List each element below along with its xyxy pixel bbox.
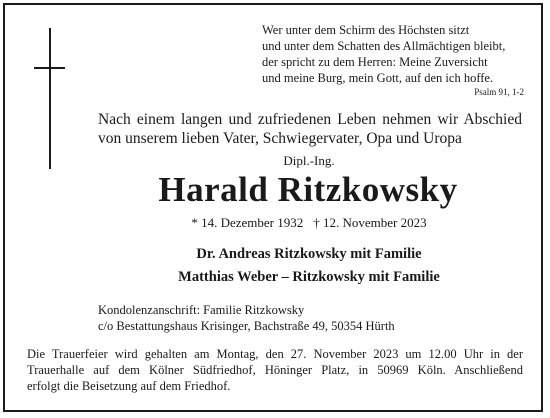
deceased-name: Harald Ritzkowsky [158,170,458,209]
psalm-line: und unter dem Schatten des Allmächtigen bleibt, [262,39,506,53]
psalm-reference: Psalm 91, 1-2 [474,87,524,97]
funeral-line: Trauerhalle auf dem Kölner Südfriedhof, Höninger Platz, in 50969 Köln. Anschließend [27,363,523,377]
psalm-line: der spricht zu dem Herren: Meine Zuversicht [262,55,488,69]
condolence-address [98,302,395,334]
psalm-line: Wer unter dem Schirm des Höchsten sitzt [262,23,470,37]
funeral-info [27,346,523,394]
funeral-line: erfolgt die Beisetzung auf dem Friedhof. [27,379,231,393]
mourner-line: Matthias Weber – Ritzkowsky mit Familie [178,269,440,285]
psalm-quote [262,22,524,98]
condolence-line: Kondolenzanschrift: Familie Ritzkowsky [98,303,305,317]
academic-title: Dipl.-Ing. [283,153,335,168]
funeral-line: Die Trauerfeier wird gehalten am Montag, den 27. November 2023 um 12.00 Uhr in der [27,347,523,361]
life-dates [0,215,550,231]
cross-horizontal-bar [34,67,65,69]
mourner-line: Dr. Andreas Ritzkowsky mit Familie [196,246,422,262]
intro-line: von unserem lieben Vater, Schwiegervater, Opa und Uropa [98,130,462,147]
intro-line: Nach einem langen und zufriedenen Leben nehmen wir Abschied [98,111,522,128]
cross-vertical-bar [49,28,51,169]
condolence-line: c/o Bestattungshaus Krisinger, Bachstraße 49, 50354 Hürth [98,319,395,333]
intro-text [98,110,522,148]
psalm-line: und meine Burg, mein Gott, auf den ich hoffe. [262,71,494,85]
birth-date: * 14. Dezember 1932 [191,215,304,230]
death-date: † 12. November 2023 [313,215,427,230]
